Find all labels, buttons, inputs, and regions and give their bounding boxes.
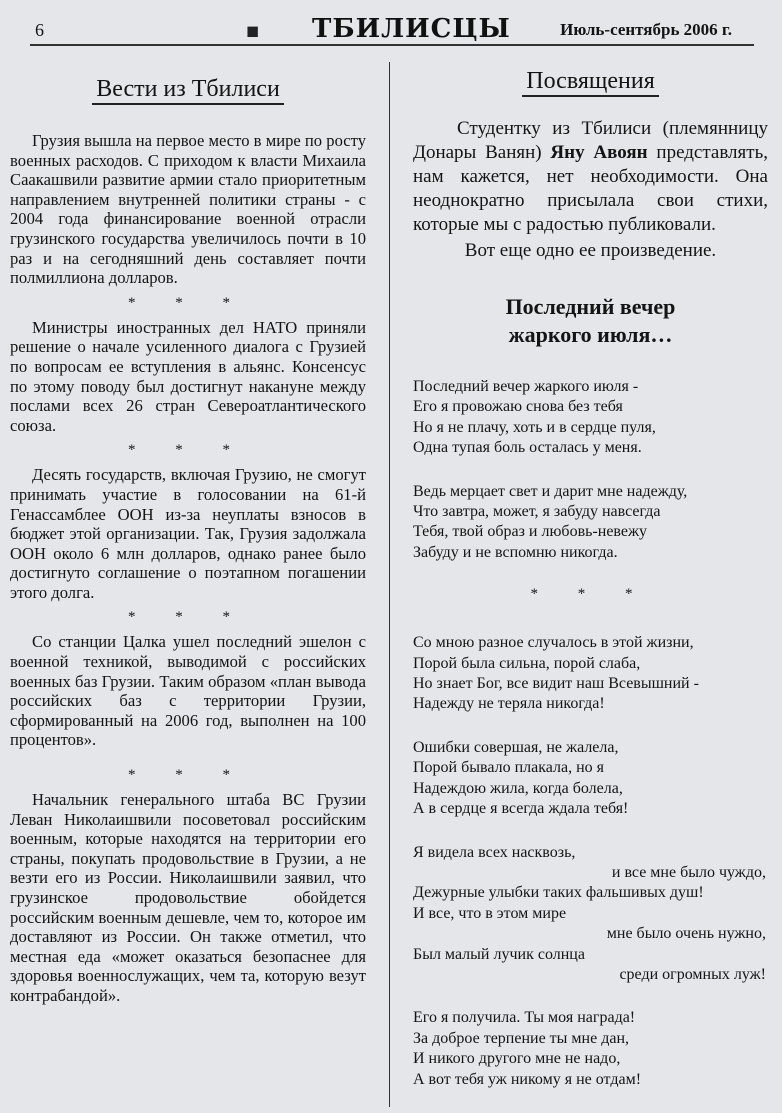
- poem-line: И никого другого мне не надо,: [413, 1050, 621, 1068]
- poem-line: Ведь мерцает свет и дарит мне надежду,: [413, 482, 688, 500]
- poem-line: Но знает Бог, все видит наш Всевышний -: [413, 675, 699, 693]
- poem-line: и все мне было чуждо,: [611, 863, 766, 881]
- poem-part-2: [413, 633, 768, 1090]
- page-number: 6: [35, 20, 44, 40]
- poem-stanza: [413, 377, 768, 459]
- poem-stanza: [413, 482, 768, 564]
- poem-line: Одна тупая боль осталась у меня.: [413, 439, 642, 457]
- poem-line: Но я не плачу, хоть и в сердце пуля,: [413, 418, 656, 436]
- page-header: [0, 14, 782, 50]
- poem-line: мне было очень нужно,: [606, 925, 766, 943]
- news-item: Со станции Цалка ушел последний эшелон с военной техникой, выводимой с российских военных баз Грузии. Таким образом «план вывода российских баз с территории Грузии, сформированный на 2006 год, выполнен на 100 процентов».: [10, 632, 366, 750]
- poem-stanza: [413, 843, 768, 986]
- issue-date: Июль-сентябрь 2006 г.: [560, 20, 732, 39]
- dedication-intro-second: Вот еще одно ее произведение.: [464, 240, 717, 261]
- poem-part-1: [413, 377, 768, 563]
- poem-line: Порой бывало плакала, но я: [413, 759, 605, 777]
- poem-line: За доброе терпение ты мне дан,: [413, 1029, 630, 1047]
- separator-stars: * * *: [128, 609, 248, 626]
- news-column: [10, 70, 366, 1006]
- poem-line: Надеждою жила, когда болела,: [413, 779, 623, 797]
- poem-line: Забуду и не вспомню никогда.: [413, 543, 618, 561]
- poem-line: Его я получила. Ты моя награда!: [413, 1009, 636, 1027]
- poem-line: Тебя, твой образ и любовь-невежу: [413, 523, 648, 541]
- poem-line: Со мною разное случалось в этой жизни,: [413, 634, 694, 652]
- emblem-icon: ◼: [246, 23, 260, 40]
- dedication-intro: Студентку из Тбилиси (племянницу Донары Ванян) Яну Авоян представлять, нам кажется, нет необходимости. Она неоднократно присылала свои стихи, которые мы с радостью публиковали.: [413, 118, 768, 235]
- poem-line: среди огромных луж!: [619, 965, 766, 983]
- poem-line: Что завтра, может, я забуду навсегда: [413, 503, 661, 521]
- separator-stars: * * *: [128, 442, 248, 459]
- poem-separator: * * *: [530, 586, 651, 603]
- separator-stars: * * *: [128, 294, 248, 311]
- header-rule: [30, 44, 754, 46]
- poem-title: Последний вечер жаркого июля…: [505, 294, 676, 347]
- poem-stanza: [413, 1008, 768, 1090]
- news-item: Министры иностранных дел НАТО приняли решение о начале усиленного диалога с Грузией по вопросам ее вступления в альянс. Консенсус по этому поводу был достигнут накануне между послами всех 26 стран Североатлантического союза.: [10, 317, 366, 435]
- news-section-title: Вести из Тбилиси: [10, 70, 366, 109]
- news-item: Грузия вышла на первое место в мире по росту военных расходов. С приходом к власти Михаила Саакашвили развитие армии стало приоритетным направлением внутренней политики страны - с 2004 года финансирование военной отрасли грузинского государства увеличилось почти в 10 раз и на сегодняшний день составляет почти полмиллиона долларов.: [10, 131, 366, 288]
- dedication-column: [413, 62, 768, 1113]
- column-divider: [389, 62, 390, 1107]
- author-name: Яну Авоян: [550, 142, 648, 163]
- poem-line: Был малый лучик солнца: [413, 945, 585, 963]
- masthead: ТБИЛИСЦЫ: [312, 14, 511, 44]
- poem-line: Ошибки совершая, не жалела,: [413, 738, 619, 756]
- poem-line: А вот тебя уж никому я не отдам!: [413, 1070, 642, 1088]
- poem-line: Его я провожаю снова без тебя: [413, 398, 623, 416]
- poem-line: Дежурные улыбки таких фальшивых душ!: [413, 884, 704, 902]
- poem-line: Надежду не теряла никогда!: [413, 695, 605, 713]
- news-item: Десять государств, включая Грузию, не смогут принимать участие в голосовании на 61-й Генассамблее ООН из-за неуплаты взносов в бюджет этой организации. Так, Грузия задолжала ООН около 6 млн долларов, однако ранее было достигнуто соглашение о поэтапном погашении этого долга.: [10, 465, 366, 602]
- poem-line: Последний вечер жаркого июля -: [413, 378, 639, 395]
- poem-line: А в сердце я всегда ждала тебя!: [413, 800, 629, 818]
- dedication-section-title: Посвящения: [413, 62, 768, 101]
- poem-stanza: [413, 633, 768, 715]
- poem-line: Я видела всех насквозь,: [413, 843, 576, 861]
- poem-line: Порой была сильна, порой слаба,: [413, 654, 641, 672]
- poem-stanza: [413, 738, 768, 820]
- news-item: Начальник генерального штаба ВС Грузии Леван Николаишвили посоветовал российским военным, которые находятся на территории его страны, покупать продовольствие в Грузии, а не везти его из России. Николаишвили заявил, что грузинское продовольствие обойдется российским военным дешевле, чем то, которое им доставляют из России. Он также отметил, что местная еда «может оказаться безопаснее для здоровья военнослужащих, чем та, которую везут контрабандой».: [10, 790, 366, 1005]
- poem-line: И все, что в этом мире: [413, 904, 567, 922]
- separator-stars: * * *: [128, 767, 248, 784]
